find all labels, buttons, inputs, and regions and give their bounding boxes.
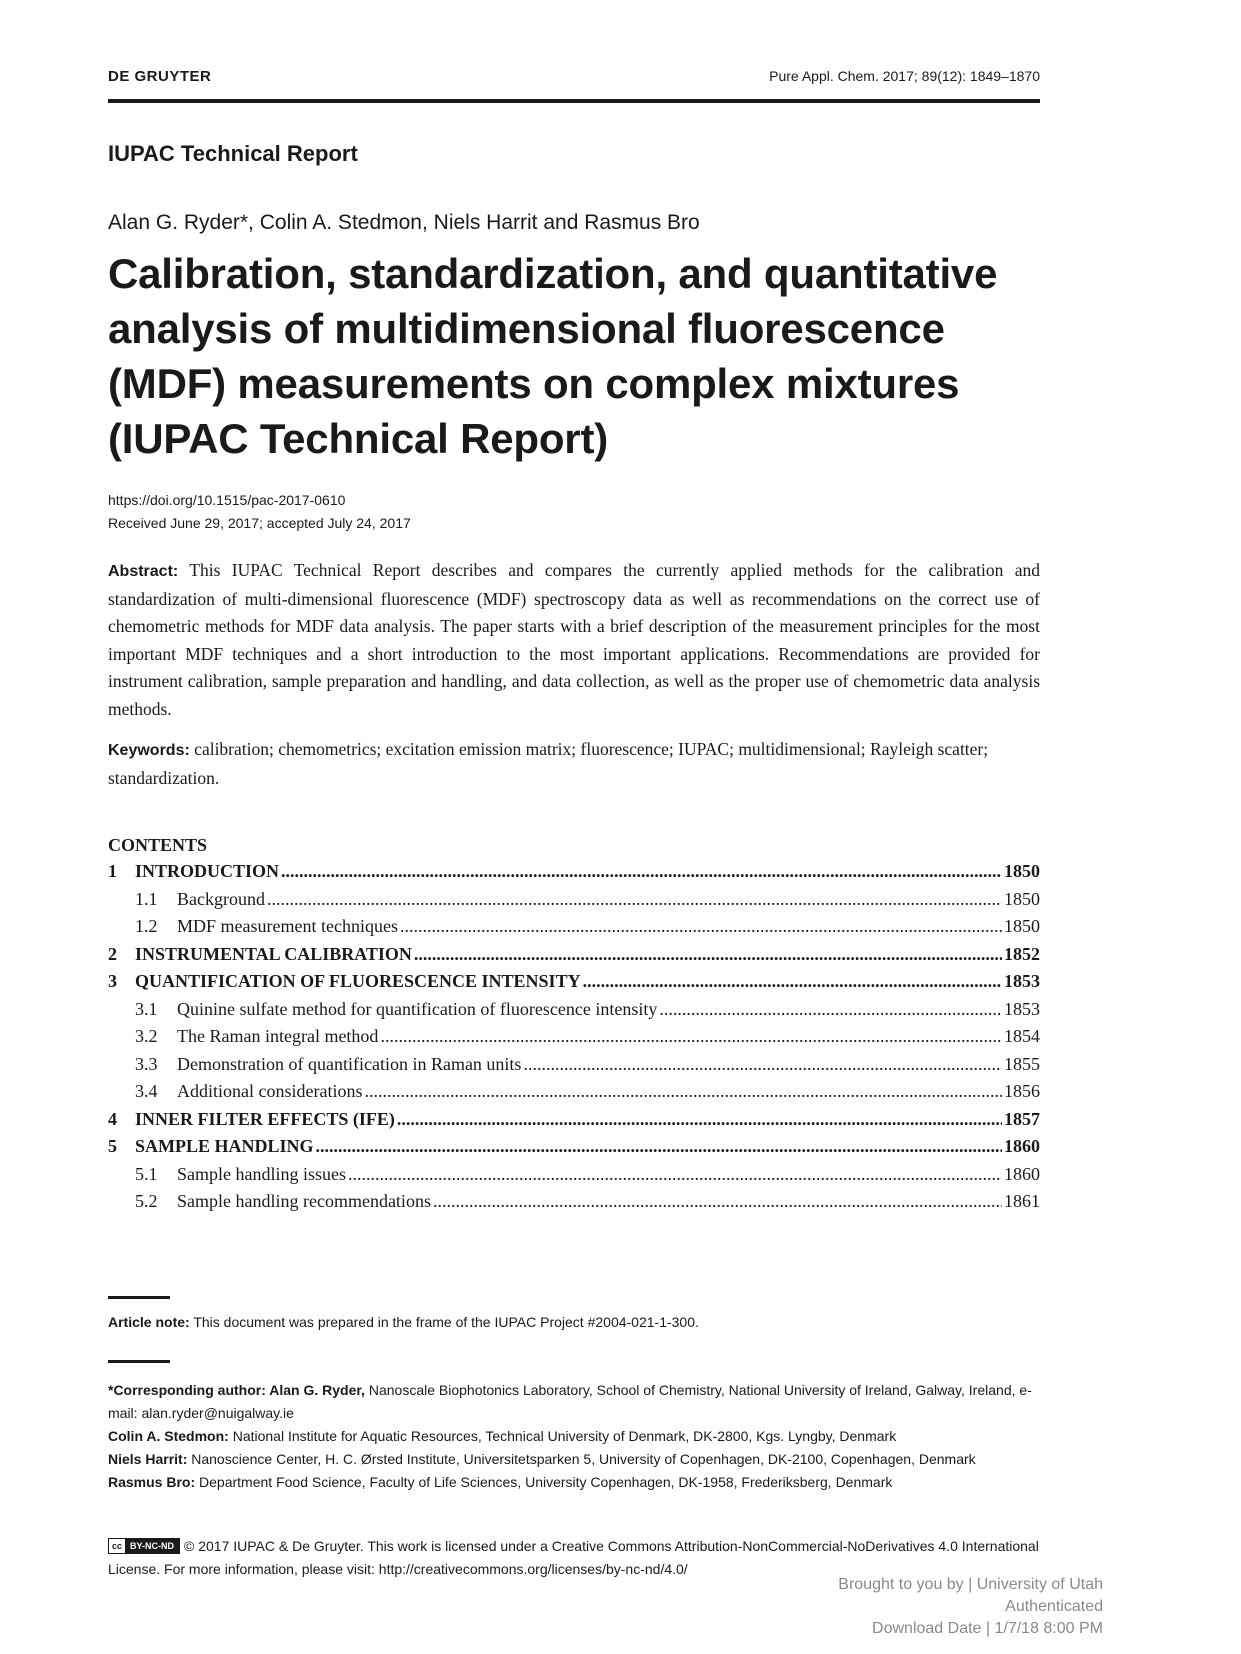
toc-entry-number: 1.2 (135, 916, 158, 936)
affiliation-author: *Corresponding author: Alan G. Ryder, (108, 1382, 365, 1398)
title-line: Calibration, standardization, and quantitative (108, 250, 998, 297)
toc-entry[interactable] (108, 941, 1040, 969)
header-rule (108, 99, 1040, 103)
toc-entry-page: 1856 (1004, 1081, 1040, 1101)
toc-entry[interactable] (108, 1106, 1040, 1134)
toc-entry-number: 1 (108, 861, 117, 881)
toc-leader-dots (281, 858, 1002, 886)
abstract (108, 557, 1040, 723)
abstract-label: Abstract: (108, 563, 179, 580)
toc-entry[interactable] (108, 1023, 1040, 1051)
article-note-text: This document was prepared in the frame of the IUPAC Project #2004-021-1-300. (193, 1314, 699, 1330)
journal-citation: Pure Appl. Chem. 2017; 89(12): 1849–1870 (769, 68, 1040, 84)
toc-entry-page: 1850 (1004, 916, 1040, 936)
affiliation-entry (108, 1448, 1040, 1471)
toc-entry-title: Additional considerations (177, 1081, 363, 1101)
affiliation-text: Nanoscale Biophotonics Laboratory, School of Chemistry, National University of Ireland, Galway, Ireland, e-mail: alan.ryder@nuigalway.ie (108, 1382, 1032, 1421)
toc-entry[interactable] (108, 1133, 1040, 1161)
paper-title (108, 246, 1040, 466)
license-text: © 2017 IUPAC & De Gruyter. This work is licensed under a Creative Commons Attribution-NonCommercial-NoDerivatives 4.0 International License. For more information, please visit: http://creativecommons.org/licenses/by-nc-nd/4.0/ (108, 1538, 1039, 1577)
footnote-divider (108, 1296, 170, 1299)
toc-entry-number: 5 (108, 1136, 117, 1156)
toc-entry-title: MDF measurement techniques (177, 916, 398, 936)
received-dates: Received June 29, 2017; accepted July 24, 2017 (108, 515, 411, 531)
toc-leader-dots (659, 996, 1002, 1024)
publication-info (108, 489, 1040, 535)
toc-entry-number: 3 (108, 971, 117, 991)
toc-entry-page: 1852 (1004, 943, 1040, 964)
toc-entry-title: Sample handling recommendations (177, 1191, 431, 1211)
affiliation-entry (108, 1471, 1040, 1494)
toc-entry[interactable] (108, 1188, 1040, 1216)
toc-entry-page: 1853 (1004, 998, 1040, 1019)
toc-entry[interactable] (108, 968, 1040, 996)
affiliation-text: Department Food Science, Faculty of Life Sciences, University Copenhagen, DK-1958, Frederiksberg, Denmark (199, 1474, 893, 1490)
running-header (108, 66, 1040, 88)
toc-entry-number: 3.2 (135, 1026, 158, 1046)
toc-entry-title: INSTRUMENTAL CALIBRATION (135, 943, 412, 964)
toc-entry-number: 5.1 (135, 1163, 158, 1184)
toc-entry-number: 4 (108, 1108, 117, 1129)
toc-entry-title: SAMPLE HANDLING (135, 1136, 314, 1156)
affiliation-entry (108, 1425, 1040, 1448)
article-note (108, 1314, 1040, 1330)
toc-entry-page: 1854 (1004, 1026, 1040, 1046)
toc-entry-page: 1857 (1004, 1108, 1040, 1129)
toc-entry[interactable] (108, 1161, 1040, 1189)
toc-entry[interactable] (108, 858, 1040, 886)
author-affiliations (108, 1379, 1040, 1494)
toc-entry-title: INNER FILTER EFFECTS (IFE) (135, 1108, 395, 1129)
affiliation-author: Rasmus Bro: (108, 1474, 196, 1490)
toc-entry-title: Demonstration of quantification in Raman units (177, 1053, 522, 1074)
toc-list (108, 858, 1040, 1216)
toc-entry-number: 3.4 (135, 1081, 158, 1101)
download-watermark (838, 1574, 1103, 1640)
toc-leader-dots (523, 1051, 1002, 1079)
toc-entry-title: INTRODUCTION (135, 861, 280, 881)
watermark-line: Download Date | 1/7/18 8:00 PM (872, 1620, 1103, 1637)
toc-entry-title: QUANTIFICATION OF FLUORESCENCE INTENSITY (135, 971, 581, 991)
toc-entry[interactable] (108, 996, 1040, 1024)
toc-leader-dots (348, 1161, 1002, 1189)
title-line: analysis of multidimensional fluorescence (108, 305, 945, 352)
toc-entry-title: The Raman integral method (177, 1026, 379, 1046)
toc-entry-page: 1860 (1004, 1136, 1040, 1156)
keywords-label: Keywords: (108, 742, 190, 759)
toc-entry-page: 1850 (1004, 861, 1040, 881)
toc-entry-page: 1850 (1004, 888, 1040, 909)
affiliation-text: Nanoscience Center, H. C. Ørsted Institute, Universitetsparken 5, University of Copenhagen, DK-2100, Copenhagen, Denmark (191, 1451, 976, 1467)
toc-entry-page: 1861 (1004, 1191, 1040, 1211)
title-line: (MDF) measurements on complex mixtures (108, 360, 960, 407)
cc-license-badge[interactable] (108, 1538, 180, 1554)
article-note-label: Article note: (108, 1314, 190, 1330)
table-of-contents (108, 832, 1040, 1216)
keywords (108, 736, 1040, 792)
affiliation-entry (108, 1379, 1040, 1425)
toc-leader-dots (414, 941, 1002, 969)
toc-entry-title: Sample handling issues (177, 1163, 346, 1184)
toc-entry-number: 3.3 (135, 1053, 158, 1074)
keywords-text: calibration; chemometrics; excitation emission matrix; fluorescence; IUPAC; multidimensional; Rayleigh scatter; standardization. (108, 739, 989, 788)
title-line: (IUPAC Technical Report) (108, 415, 609, 462)
abstract-text: This IUPAC Technical Report describes and compares the currently applied methods for the calibration and standardization of multi-dimensional fluorescence (MDF) spectroscopy data as well as recommendations on the correct use of chemometric methods for MDF data analysis. The paper starts with a brief description of the measurement principles for the most important MDF techniques and a short introduction to the most important applications. Recommendations are provided for instrument calibration, sample preparation and handling, and data collection, as well as the proper use of chemometric data analysis methods. (108, 560, 1040, 719)
cc-badge-right: BY-NC-ND (125, 1539, 179, 1553)
toc-leader-dots (316, 1133, 1002, 1161)
toc-leader-dots (364, 1078, 1002, 1106)
author-list: Alan G. Ryder*, Colin A. Stedmon, Niels Harrit and Rasmus Bro (108, 211, 700, 234)
toc-leader-dots (380, 1023, 1002, 1051)
watermark-line: Authenticated (1005, 1598, 1103, 1615)
report-type: IUPAC Technical Report (108, 141, 358, 166)
toc-entry[interactable] (108, 1078, 1040, 1106)
toc-leader-dots (400, 913, 1002, 941)
toc-entry-number: 5.2 (135, 1191, 158, 1211)
toc-entry-page: 1855 (1004, 1053, 1040, 1074)
footnote-divider (108, 1360, 170, 1363)
toc-leader-dots (433, 1188, 1002, 1216)
toc-entry-title: Quinine sulfate method for quantification of fluorescence intensity (177, 998, 658, 1019)
toc-leader-dots (583, 968, 1002, 996)
affiliation-author: Colin A. Stedmon: (108, 1428, 229, 1444)
contents-heading: CONTENTS (108, 835, 208, 855)
toc-leader-dots (397, 1106, 1002, 1134)
toc-leader-dots (267, 886, 1002, 914)
toc-entry[interactable] (108, 886, 1040, 914)
toc-entry-title: Background (177, 888, 265, 909)
cc-badge-left: cc (109, 1539, 125, 1553)
toc-entry-page: 1853 (1004, 971, 1040, 991)
affiliation-author: Niels Harrit: (108, 1451, 188, 1467)
toc-entry-number: 3.1 (135, 998, 158, 1019)
toc-entry[interactable] (108, 913, 1040, 941)
toc-entry[interactable] (108, 1051, 1040, 1079)
watermark-line: Brought to you by | University of Utah (838, 1576, 1103, 1593)
toc-entry-number: 1.1 (135, 888, 158, 909)
toc-entry-page: 1860 (1004, 1163, 1040, 1184)
publisher-name: DE GRUYTER (108, 68, 212, 85)
affiliation-text: National Institute for Aquatic Resources, Technical University of Denmark, DK-2800, Kgs. Lyngby, Denmark (232, 1428, 897, 1444)
doi-link[interactable]: https://doi.org/10.1515/pac-2017-0610 (108, 492, 346, 508)
toc-entry-number: 2 (108, 943, 117, 964)
